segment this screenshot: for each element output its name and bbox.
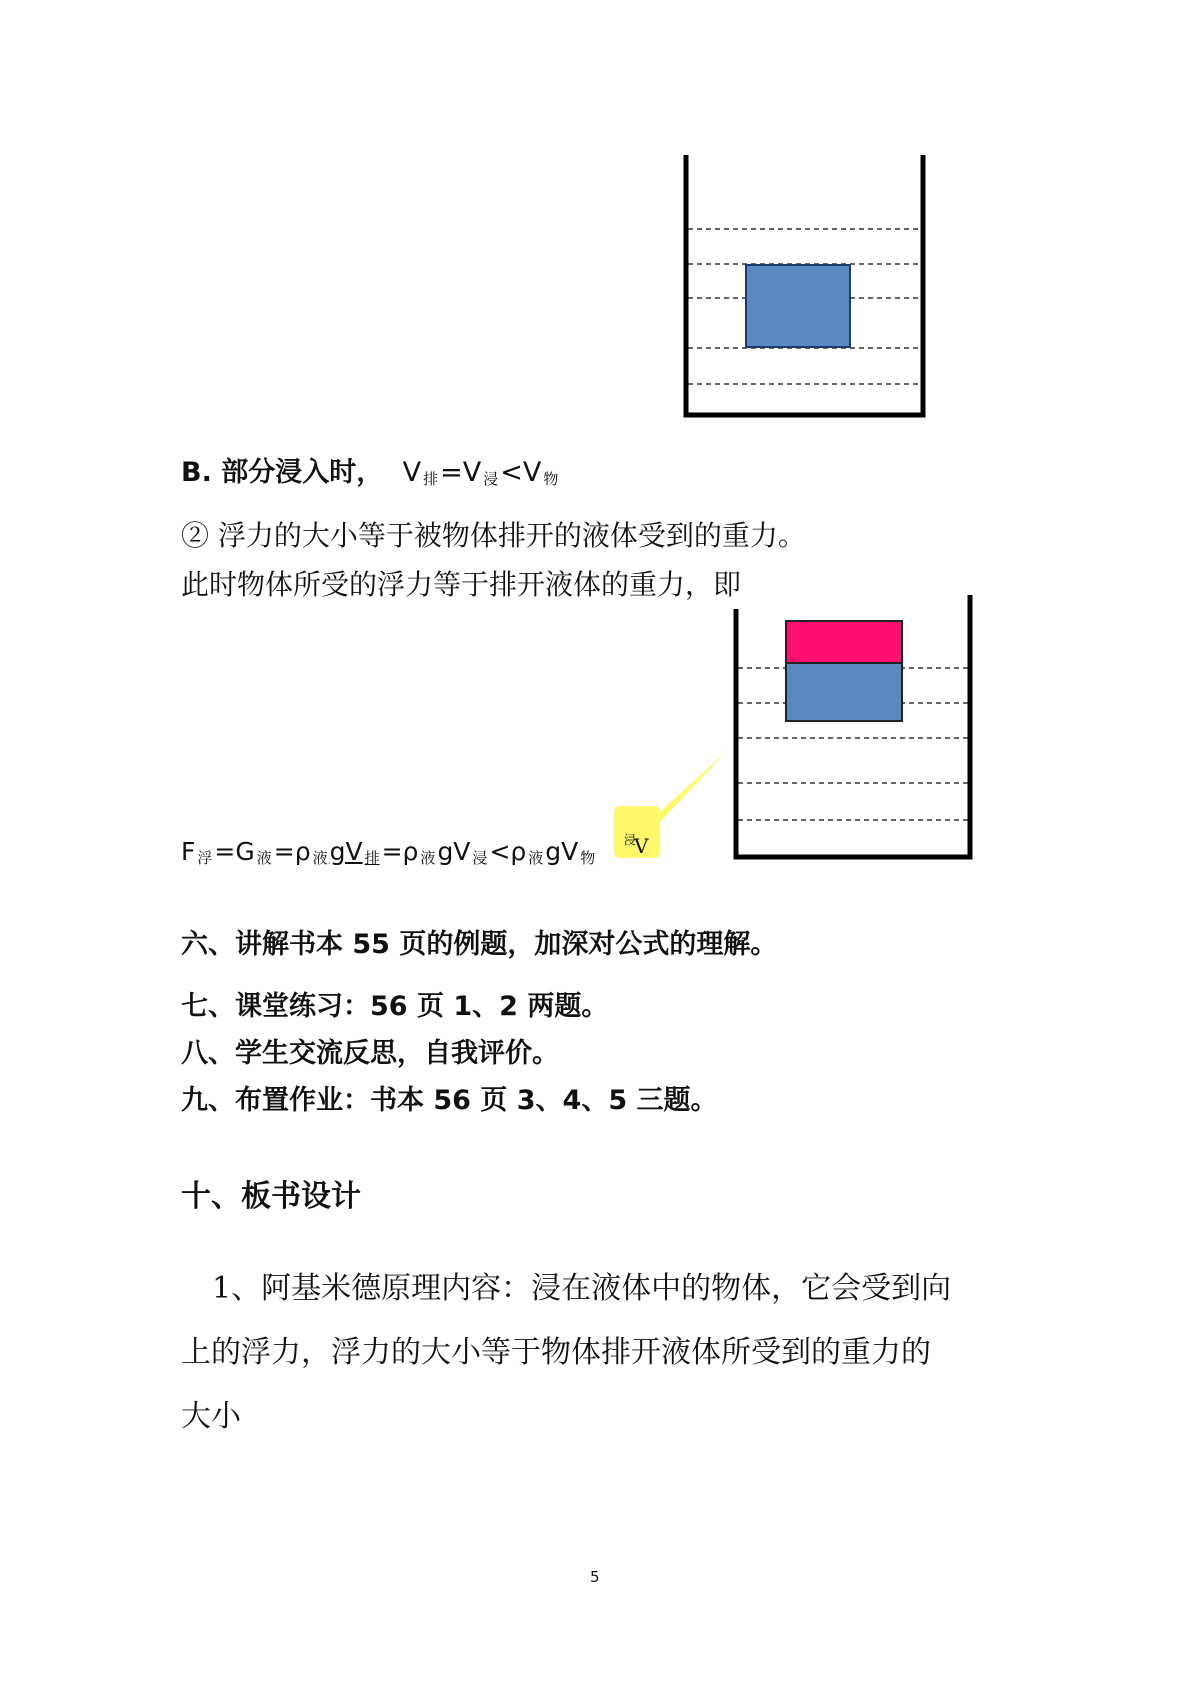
step-nine: 九、布置作业：书本 56 页 3、4、5 三题。	[181, 1085, 718, 1116]
figure-submerged-block	[680, 155, 940, 420]
figure1-blue-block	[746, 265, 850, 347]
section-b-line	[181, 450, 560, 489]
board-design-heading: 十、板书设计	[181, 1179, 361, 1214]
figure2-blue-block-part	[786, 663, 902, 721]
figure2-red-block-part	[786, 621, 902, 665]
principle-text: 浮力的大小等于被物体排开的液体受到的重力。	[217, 519, 806, 552]
section-b-label: B. 部分浸入时，	[181, 457, 384, 488]
v-immersed-callout: V $_浸$	[614, 806, 660, 858]
board-line-2: 上的浮力，浮力的大小等于物体排开液体所受到的重力的	[181, 1335, 931, 1370]
principle-line	[181, 514, 806, 554]
section-b-formula: V $_排$=V $_浸$<V $_物$	[402, 457, 559, 488]
page-number: 5	[590, 1568, 600, 1586]
board-line-3: 大小	[181, 1399, 241, 1434]
step-six: 六、讲解书本 55 页的例题，加深对公式的理解。	[181, 929, 778, 960]
buoyancy-formula: F $_浮$=G $_液$=ρ $_液$gV $_排$=ρ $_液$gV $_浸$<ρ $_液$gV $_物$	[181, 837, 596, 867]
step-eight: 八、学生交流反思，自我评价。	[181, 1038, 559, 1069]
step-seven: 七、课堂练习：56 页 1、2 两题。	[181, 991, 609, 1022]
note-line: 此时物体所受的浮力等于排开液体的重力，即	[181, 568, 742, 601]
figure-partial-block	[730, 595, 975, 860]
circled-number: ②	[181, 519, 210, 552]
board-line-1: 1、阿基米德原理内容：浸在液体中的物体，它会受到向	[212, 1271, 952, 1306]
